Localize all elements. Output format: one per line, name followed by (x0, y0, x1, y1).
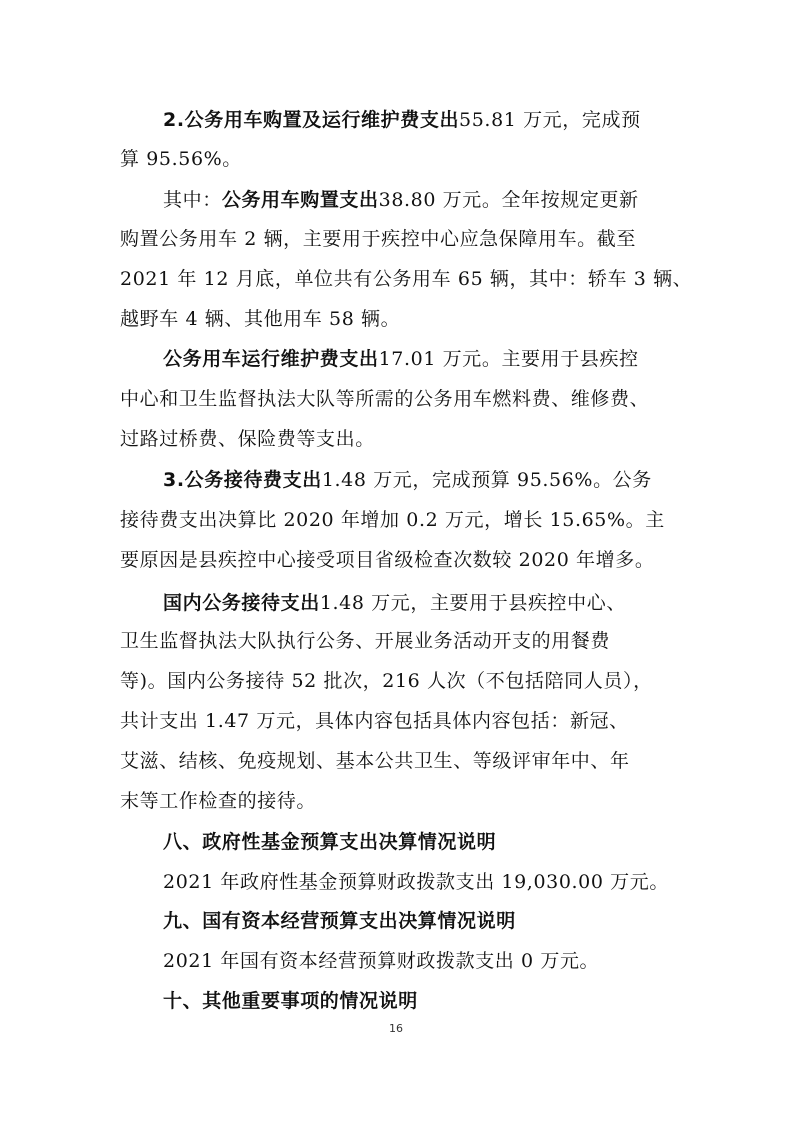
paragraph-domestic-reception-line5: 艾滋、结核、免疫规划、基本公共卫生、等级评审年中、年 (120, 750, 630, 772)
section-10-heading: 十、其他重要事项的情况说明 (163, 990, 418, 1012)
paragraph-domestic-reception-line3: 等)。国内公务接待 52 批次，216 人次（不包括陪同人员）， (120, 670, 653, 692)
paragraph-vehicle-purchase-line4: 越野车 4 辆、其他用车 58 辆。 (120, 308, 401, 330)
paragraph-vehicle-maintenance-line3: 过路过桥费、保险费等支出。 (120, 428, 375, 450)
paragraph-vehicle-purchase-line3: 2021 年 12 月底，单位共有公务用车 65 辆，其中：轿车 3 辆、 (120, 268, 693, 290)
reception-amount: 1.48 万元，完成预算 95.56%。公务 (321, 469, 652, 491)
vehicle-purchase-amount: 38.80 万元。全年按规定更新 (378, 189, 639, 211)
vehicle-total-amount: 55.81 万元，完成预 (459, 109, 641, 131)
paragraph-domestic-reception-line1 (163, 590, 723, 616)
paragraph-domestic-reception-line6: 末等工作检查的接待。 (120, 790, 317, 812)
paragraph-vehicle-maintenance-line1 (163, 346, 723, 372)
section-8-text: 2021 年政府性基金预算财政拨款支出 19,030.00 万元。 (163, 871, 669, 893)
paragraph-vehicle-total-line2: 算 95.56%。 (120, 148, 242, 170)
paragraph-vehicle-purchase-line2: 购置公务用车 2 辆，主要用于疾控中心应急保障用车。截至 (120, 228, 636, 250)
page-number: 16 (389, 1022, 403, 1035)
paragraph-reception-line2: 接待费支出决算比 2020 年增加 0.2 万元，增长 15.65%。主 (120, 509, 665, 531)
paragraph-domestic-reception-line4: 共计支出 1.47 万元，具体内容包括具体内容包括：新冠、 (120, 710, 629, 732)
domestic-reception-amount: 1.48 万元，主要用于县疾控中心、 (319, 592, 626, 614)
paragraph-vehicle-maintenance-line2: 中心和卫生监督执法大队等所需的公务用车燃料费、维修费、 (120, 388, 650, 410)
paragraph-reception-line1 (163, 467, 723, 493)
reception-heading: 3.公务接待费支出 (163, 469, 322, 491)
section-9-text: 2021 年国有资本经营预算财政拨款支出 0 万元。 (163, 950, 600, 972)
vehicle-purchase-heading: 公务用车购置支出 (221, 189, 379, 211)
paragraph-domestic-reception-line2: 卫生监督执法大队执行公务、开展业务活动开支的用餐费 (120, 630, 611, 652)
among-prefix: 其中： (163, 189, 222, 211)
vehicle-maintenance-heading: 公务用车运行维护费支出 (163, 348, 379, 370)
vehicle-maintenance-amount: 17.01 万元。主要用于县疾控 (378, 348, 639, 370)
section-8-heading: 八、政府性基金预算支出决算情况说明 (163, 831, 497, 853)
vehicle-total-heading: 2.公务用车购置及运行维护费支出 (163, 109, 460, 131)
section-9-heading: 九、国有资本经营预算支出决算情况说明 (163, 910, 516, 932)
domestic-reception-heading: 国内公务接待支出 (163, 592, 320, 614)
paragraph-vehicle-total-line1 (163, 107, 723, 133)
paragraph-vehicle-purchase-line1 (163, 187, 723, 213)
paragraph-reception-line3: 要原因是县疾控中心接受项目省级检查次数较 2020 年增多。 (120, 549, 655, 571)
